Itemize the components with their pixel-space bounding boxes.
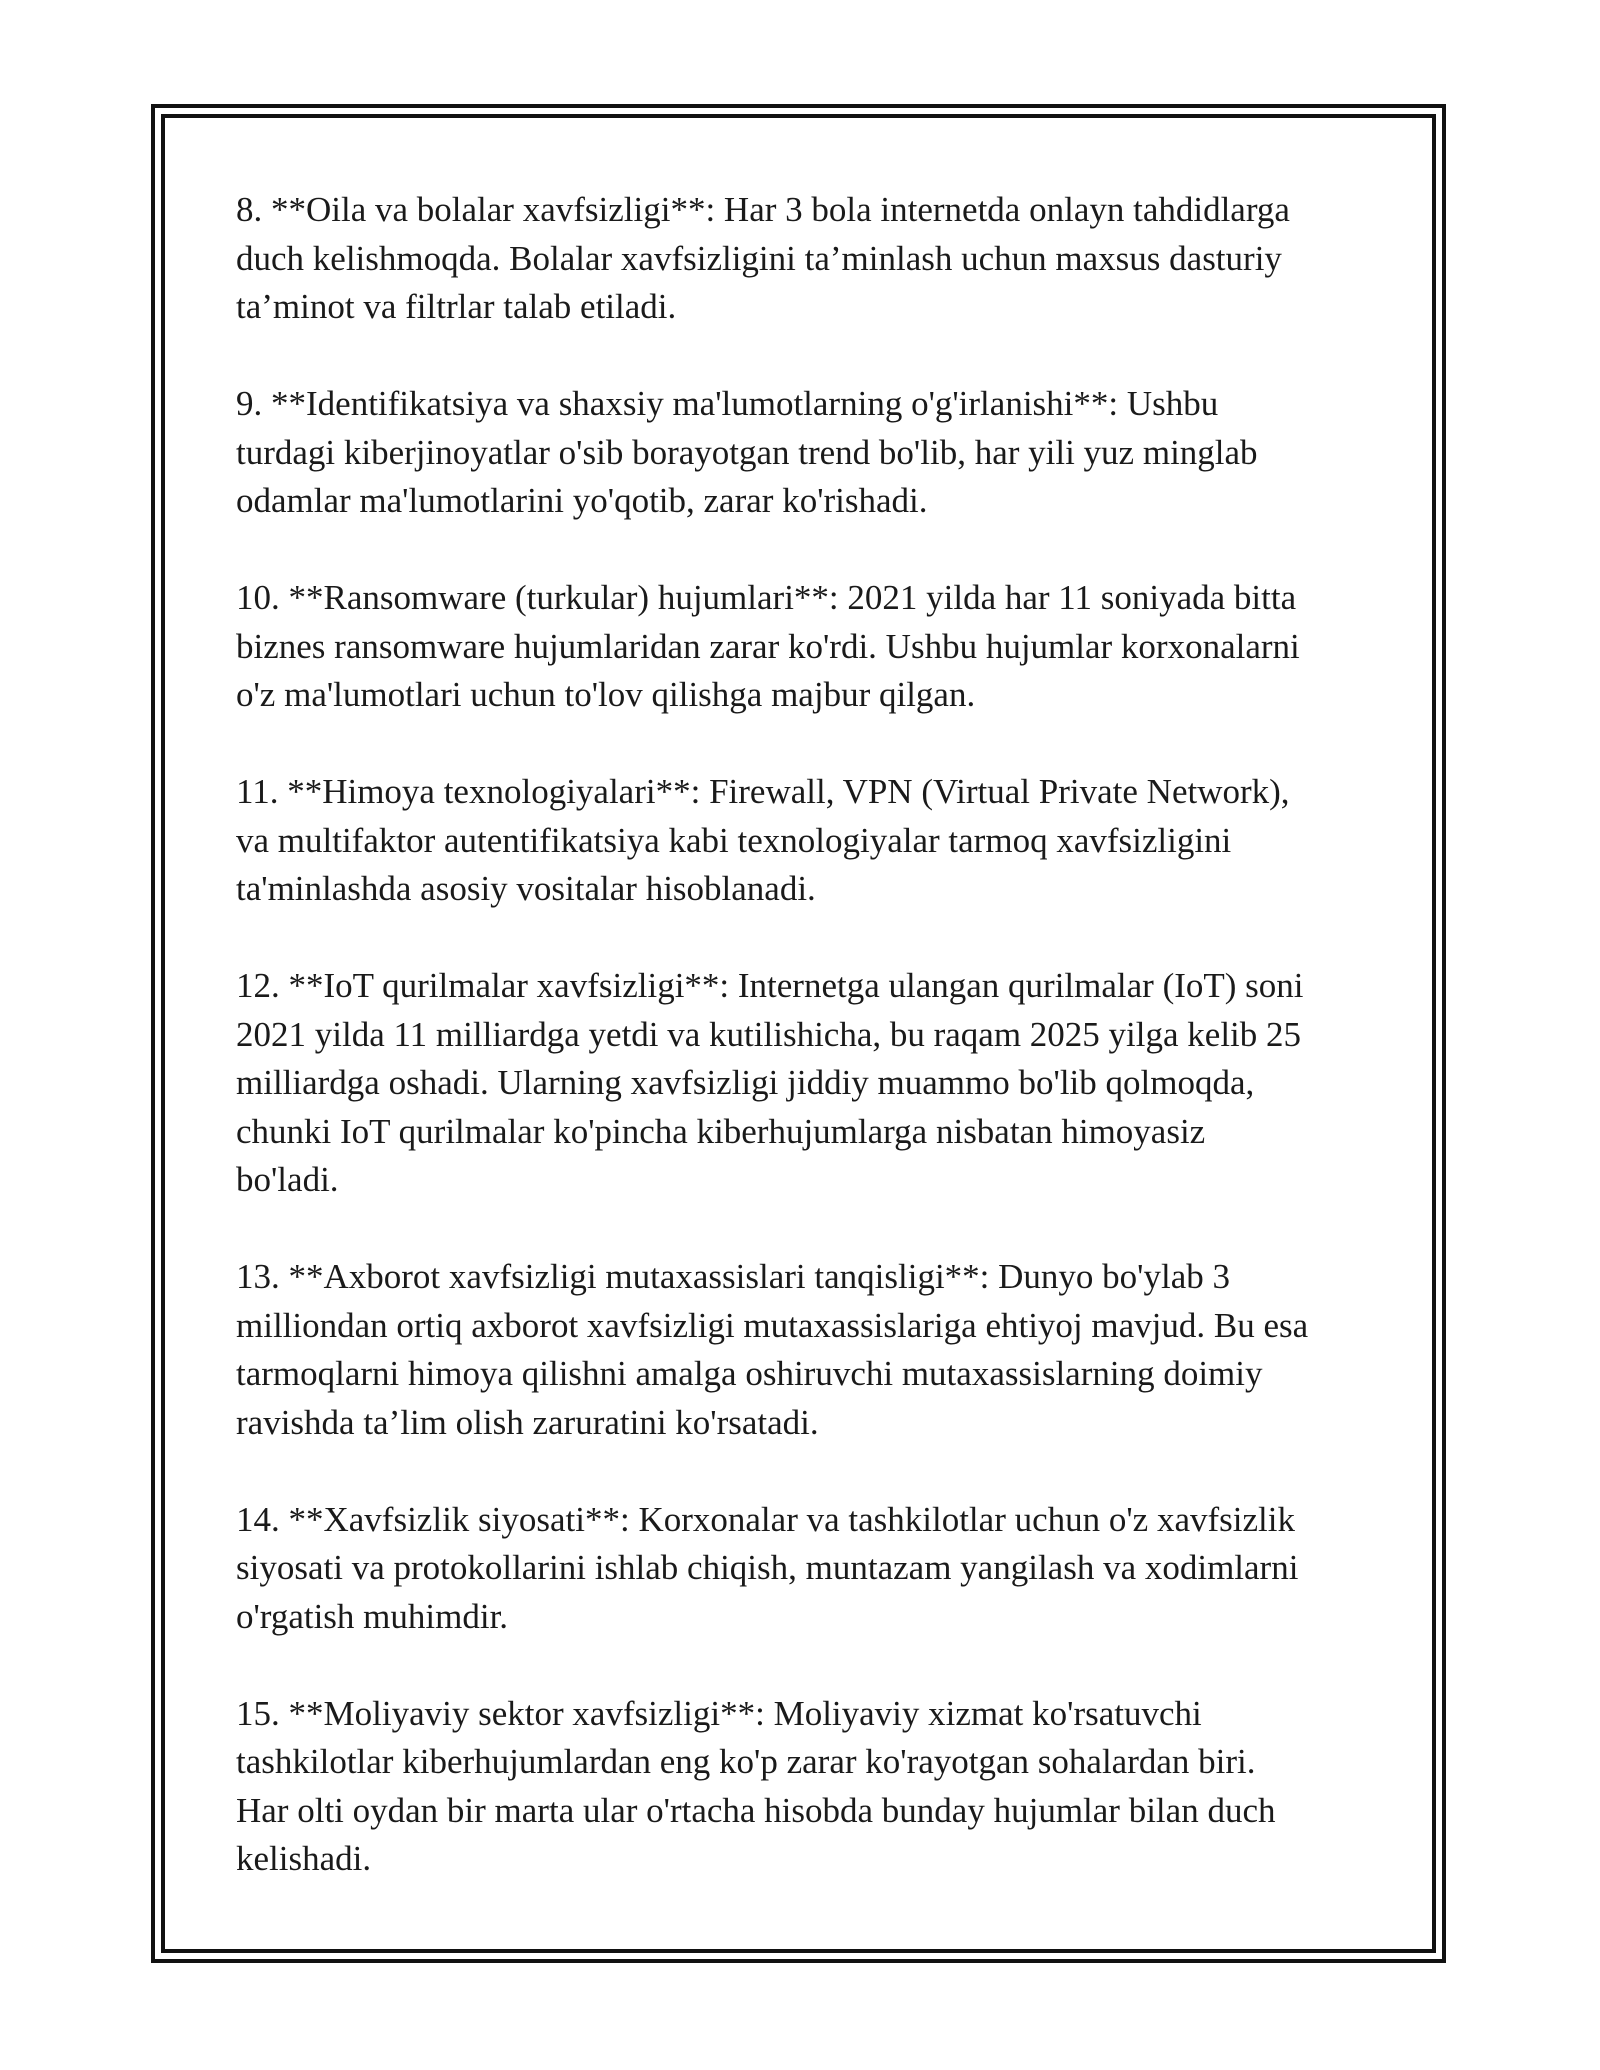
paragraph-15: 15. **Moliyaviy sektor xavfsizligi**: Moliyaviy xizmat ko'rsatuvchi tashkilotlar kiberhujumlardan eng ko'p zarar ko'rayotgan sohalardan biri. Har olti oydan bir marta ular o'rtacha hisobda bunday hujumlar bilan duch kelishadi. (236, 1693, 1276, 1878)
paragraph-11: 11. **Himoya texnologiyalari**: Firewall, VPN (Virtual Private Network), va multifaktor autentifikatsiya kabi texnologiyalar tarmoq xavfsizligini ta'minlashda asosiy vositalar hisoblanadi. (236, 772, 1290, 908)
paragraph-8: 8. **Oila va bolalar xavfsizligi**: Har 3 bola internetda onlayn tahdidlarga duch kelishmoqda. Bolalar xavfsizligini ta’minlash uchun maxsus dasturiy ta’minot va filtrlar talab etiladi. (236, 190, 1290, 326)
paragraph-12: 12. **IoT qurilmalar xavfsizligi**: Internetga ulangan qurilmalar (IoT) soni 2021 yilda 11 milliardga yetdi va kutilishicha, bu raqam 2025 yilga kelib 25 milliardga oshadi. Ularning xavfsizligi jiddiy muammo bo'lib qolmoqda, chunki IoT qurilmalar ko'pincha kiberhujumlarga nisbatan himoyasiz bo'ladi. (236, 966, 1304, 1199)
document-body (236, 186, 1366, 1884)
paragraph-13: 13. **Axborot xavfsizligi mutaxassislari tanqisligi**: Dunyo bo'ylab 3 milliondan ortiq axborot xavfsizligi mutaxassislariga ehtiyoj mavjud. Bu esa tarmoqlarni himoya qilishni amalga oshiruvchi mutaxassislarning doimiy ravishda ta’lim olish zaruratini ko'rsatadi. (236, 1257, 1309, 1442)
paragraph-10: 10. **Ransomware (turkular) hujumlari**: 2021 yilda har 11 soniyada bitta biznes ransomware hujumlaridan zarar ko'rdi. Ushbu hujumlar korxonalarni o'z ma'lumotlari uchun to'lov qilishga majbur qilgan. (236, 578, 1300, 714)
paragraph-9: 9. **Identifikatsiya va shaxsiy ma'lumotlarning o'g'irlanishi**: Ushbu turdagi kiberjinoyatlar o'sib borayotgan trend bo'lib, har yili yuz minglab odamlar ma'lumotlarini yo'qotib, zarar ko'rishadi. (236, 384, 1258, 520)
paragraph-14: 14. **Xavfsizlik siyosati**: Korxonalar va tashkilotlar uchun o'z xavfsizlik siyosati va protokollarini ishlab chiqish, muntazam yangilash va xodimlarni o'rgatish muhimdir. (236, 1499, 1299, 1636)
